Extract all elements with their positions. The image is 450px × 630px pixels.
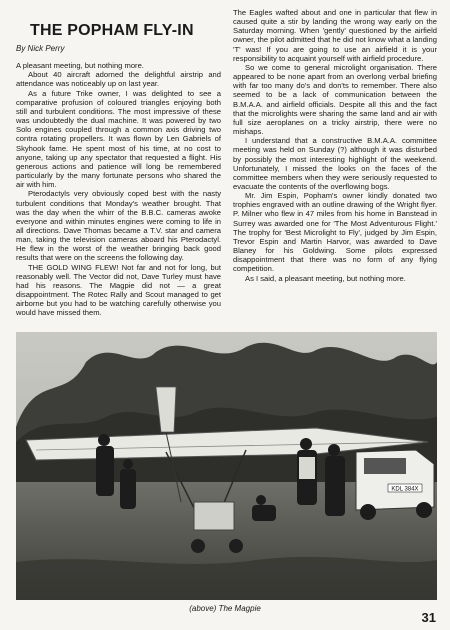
paragraph: As a future Trike owner, I was delighted to see a comparative profusion of coloured triangles enjoying both still and turbulent conditions. The most impressive of these was undoubtedly the dual machine. It was powered by two Solo engines coupled through a common axis driving two contra rotating propellers. It was flown by Len Gabriels of Skyhook fame. He spent most of his time, at no cost to anyone, taking up any spectator that requested a flight. His generous actions and patience will long be remembered particularly by the many fortunate persons who shared the air with him.: [16, 88, 221, 190]
paragraph: A pleasant meeting, but nothing more.: [16, 61, 144, 71]
left-column: [16, 22, 221, 318]
number-plate: KDL 384X: [391, 486, 419, 493]
photo-caption: (above) The Magpie: [189, 604, 261, 613]
paragraph: So we come to general microlight organisation. There appeared to be none apart from an overlong verbal briefing with far too many do's and don'ts to remember. There also seemed to be a lack of communication between the B.M.A.A. and airfield officials. Despite all this and the fact that the microlights were sharing the same land and air with full size aeroplanes on a tricky airstrip, there were no mishaps.: [233, 62, 437, 137]
page-number: 31: [421, 610, 436, 625]
paragraph: I understand that a constructive B.M.A.A. committee meeting was held on Sunday (?) although it was disturbed by possibly the most interesting highlight of the weekend. Unfortunately, I missed the looks on the faces of the committee members when they were seriously requested to evacuate the contents of the overflowing bogs.: [233, 136, 437, 191]
paragraph: The Eagles wafted about and one in particular that flew in caused quite a stir by landing the wrong way early on the Saturday morning. When 'gently' questioned by the airfield owner, the pilot admitted that he did not know what a landing 'T' was! If you are going to use an airfield it is your responsibility to acquaint yourself with airfield procedure.: [233, 8, 437, 63]
right-column: [233, 8, 437, 283]
paragraph: THE GOLD WING FLEW! Not far and not for long, but reasonably well. The Vector did not, Dave Turley must have had his reasons. The Magpie did not — a great disappointment. The Rotec Rally and Scout managed to get airborne but you had to be watching carefully otherwise you would have missed them.: [16, 262, 221, 318]
article-title: THE POPHAM FLY-IN: [30, 22, 194, 39]
paragraph: Pterodactyls very obviously coped best with the nasty turbulent conditions that Monday's weather brought. That was the day when the whirr of the B.B.C. cameras awoke everyone and within minutes engines were coming to life in all directions. Dave Thomas became a T.V. star and camera man, taking the television cameras aboard his Pterodactyl. He flew in the worst of the weather bringing back good results that were on the screens the following day.: [16, 189, 221, 263]
paragraph: As I said, a pleasant meeting, but nothing more.: [245, 273, 406, 283]
magpie-photo: [16, 332, 437, 600]
paragraph: Mr. Jim Espin, Popham's owner kindly donated two trophies engraved with an outline drawing of the Wright flyer. P. Milner who flew in 47 miles from his home in Banstead in Surrey was awarded one for 'The Most Adventurous Flight.' The trophy for 'Best Microlight to Fly', judged by Jim Espin, Trevor Espin and Martin Harvor, was awarded to Dave Blaney for his Goldwing. Some pilots expressed disappointment that there was no form of any flying competition.: [233, 191, 437, 274]
paragraph: About 40 aircraft adorned the delightful airstrip and attendance was noticeably up on last year.: [16, 70, 221, 89]
article-byline: By Nick Perry: [16, 44, 65, 53]
